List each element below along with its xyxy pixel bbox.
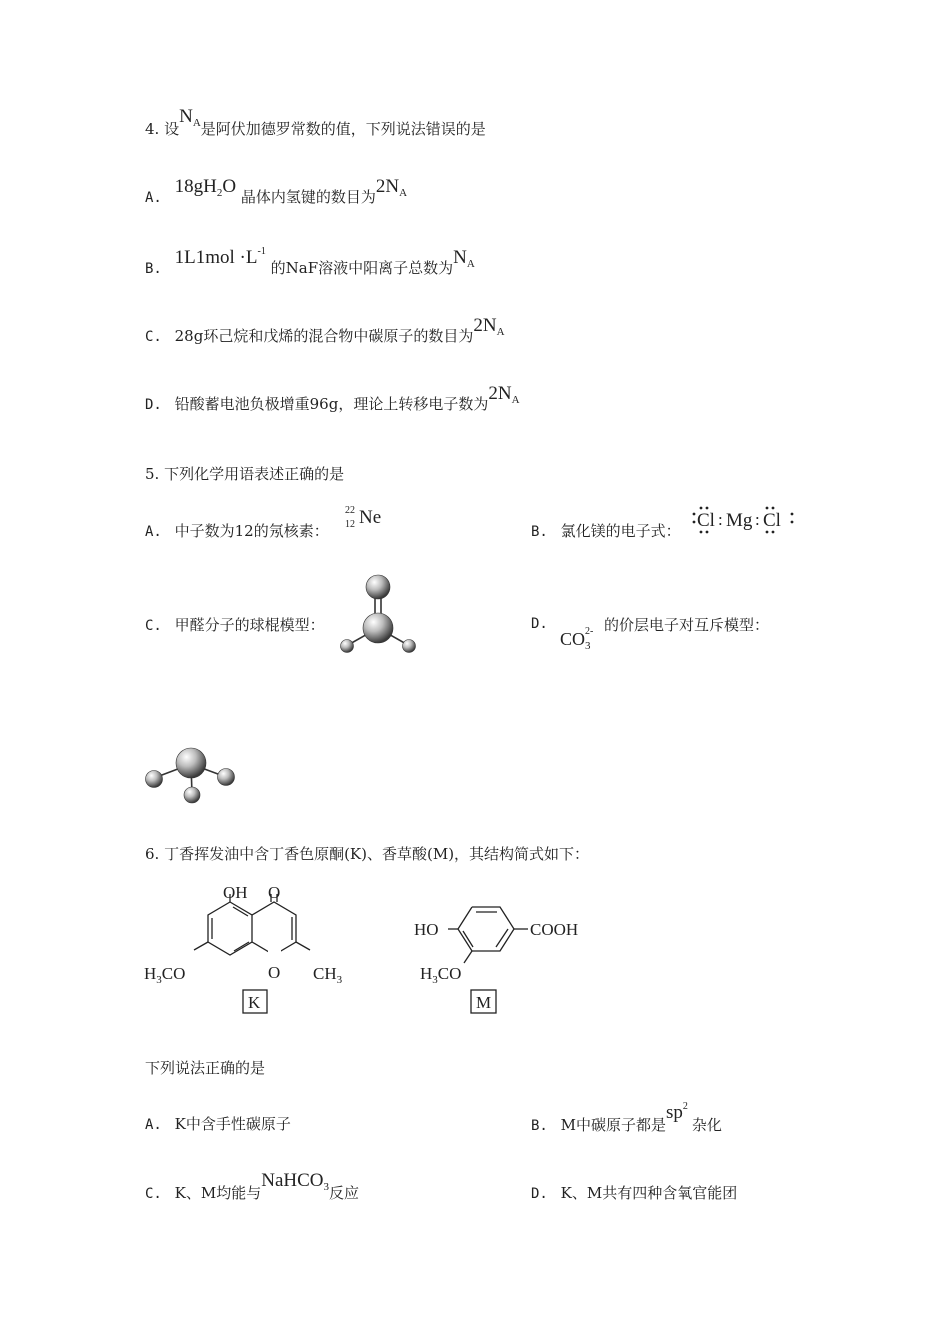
q4-option-c: C. 28g环己烷和戊烯的混合物中碳原子的数目为$2N_A$ [145,315,505,345]
oxygen-ball [366,575,390,599]
formaldehyde-ball-stick-model [335,570,425,658]
option-label: C. [145,329,162,345]
option-label: B. [531,524,548,540]
mg-symbol: Mg [726,510,753,531]
q6-option-c: C. K、M均能与NaHCO$_3$反应 [145,1170,360,1202]
option-text: 中子数为12的氖核素： [174,522,329,540]
methyl-label: $CH_3$ [313,964,343,986]
svg-text::: : [755,510,760,529]
oh-label: OH [223,883,248,902]
option-text: 28g环己烷和戊烯的混合物中碳原子的数目为 [174,327,474,345]
q5-stem: 5. 下列化学用语表述正确的是 [145,465,345,483]
cl-left: Cl [697,510,715,531]
q5-option-d-text: 的价层电子对互斥模型： [604,616,770,634]
hydroxy-label: HO [414,920,439,939]
option-label: D. [145,397,162,413]
methoxy-label: $H_3CO$ [420,964,462,986]
carbonate-formula: CO 2- 3 [560,626,594,652]
option-label: D. [531,616,548,632]
q6-option-a [145,1113,291,1134]
q5-option-c [145,614,325,635]
q5-option-d [531,614,548,632]
ring-o-label: O [268,963,281,982]
carboxyl-label: COOH [530,920,579,939]
q5-option-b [531,520,681,541]
option-label: B. [145,261,162,277]
option-label: C. [145,618,162,634]
option-text: 甲醛分子的球棍模型： [174,616,325,634]
carbonyl-o-label: O [268,883,281,902]
na-symbol: N [179,106,193,127]
q6-question: 下列说法正确的是 [145,1059,266,1077]
outer-ball [184,787,200,803]
box-label-K: K [248,993,261,1012]
q4-prefix: 4. 设 [145,120,180,138]
q6-option-b: B. M中碳原子都是$sp^2$杂化 [531,1101,722,1134]
structure-M [410,895,600,1020]
q4-option-a: A. $18gH_2O$ 晶体内氢键的数目为$2N_A$ [145,176,408,206]
option-label: C. [145,1186,162,1202]
mgcl2-electron-formula [688,504,800,536]
option-text: 氯化镁的电子式： [560,522,681,540]
carbon-ball [363,613,393,643]
carbonate-vsepr-model [140,742,240,808]
option-label: A. [145,1117,162,1133]
box-label-M: M [476,993,492,1012]
methoxy-label: $H_3CO$ [144,964,186,986]
option-label: A. [145,190,162,206]
q6-option-d [531,1182,737,1203]
q4-option-d: D. 铅酸蓄电池负极增重96g，理论上转移电子数为$2N_A$ [145,383,520,413]
svg-text::: : [718,510,723,529]
q4-text: 是阿伏加德罗常数的值，下列说法错误的是 [200,120,486,138]
option-text: K中含手性碳原子 [174,1115,291,1133]
option-text: K、M共有四种含氧官能团 [560,1184,738,1202]
hydrogen-ball [403,640,416,653]
q6-stem: 6. 丁香挥发油中含丁香色原酮(K)、香草酸(M)，其结构简式如下： [145,845,590,863]
structure-K [140,880,360,1020]
outer-ball [218,769,235,786]
central-ball [176,748,206,778]
q4-option-b: B. $1L1mol \cdot L^{-1}$ 的NaF溶液中阳离子总数为$N_A$ [145,246,475,277]
q4-stem: 4. 设$N_A$是阿伏加德罗常数的值，下列说法错误的是 [145,106,486,138]
hydrogen-ball [341,640,354,653]
option-label: A. [145,524,162,540]
neon-nuclide: 22 12 Ne [345,505,382,530]
cl-right: Cl [763,510,781,531]
option-text: 晶体内氢键的数目为 [240,188,376,206]
option-text: 铅酸蓄电池负极增重96g，理论上转移电子数为 [174,395,489,413]
option-label: D. [531,1186,548,1202]
outer-ball [146,771,163,788]
q5-option-a [145,520,329,541]
option-text: 的NaF溶液中阳离子总数为 [270,259,454,277]
option-label: B. [531,1118,548,1134]
